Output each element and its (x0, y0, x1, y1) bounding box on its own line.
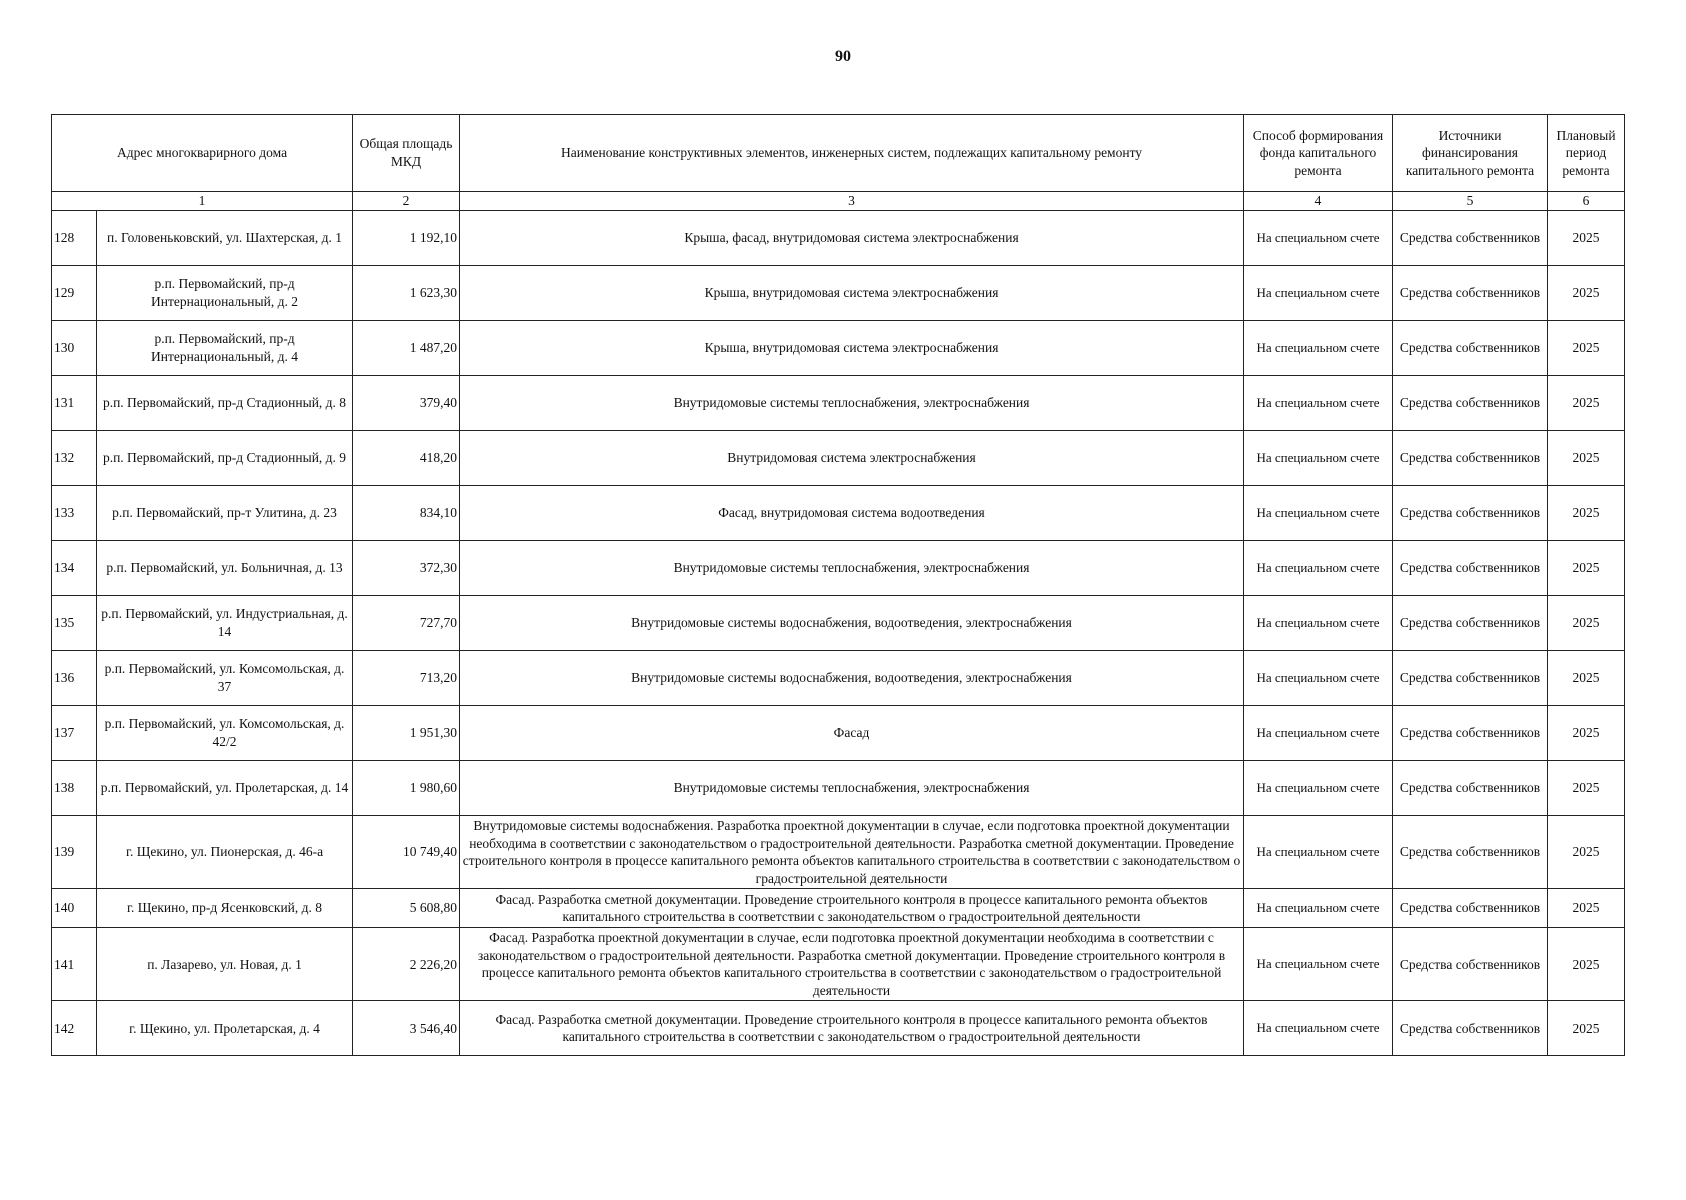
area-cell: 3 546,40 (353, 1001, 460, 1056)
source-cell: Средства собственников (1393, 889, 1548, 928)
method-cell: На специальном счете (1244, 889, 1393, 928)
header-address: Адрес многокварирного дома (52, 115, 353, 192)
method-cell: На специальном счете (1244, 541, 1393, 596)
source-cell: Средства собственников (1393, 928, 1548, 1001)
source-cell: Средства собственников (1393, 376, 1548, 431)
elements-cell: Внутридомовые системы теплоснабжения, электроснабжения (460, 541, 1244, 596)
elements-cell: Крыша, внутридомовая система электроснабжения (460, 321, 1244, 376)
header-method: Способ формирования фонда капитального ремонта (1244, 115, 1393, 192)
address-cell: р.п. Первомайский, ул. Пролетарская, д. 14 (97, 761, 353, 816)
address-cell: р.п. Первомайский, пр-д Стадионный, д. 8 (97, 376, 353, 431)
area-cell: 10 749,40 (353, 816, 460, 889)
source-cell: Средства собственников (1393, 486, 1548, 541)
elements-cell: Крыша, внутридомовая система электроснабжения (460, 266, 1244, 321)
source-cell: Средства собственников (1393, 651, 1548, 706)
row-number: 134 (52, 541, 97, 596)
column-number: 2 (353, 192, 460, 211)
source-cell: Средства собственников (1393, 706, 1548, 761)
period-cell: 2025 (1548, 1001, 1625, 1056)
source-cell: Средства собственников (1393, 596, 1548, 651)
table-row (52, 541, 1625, 596)
elements-cell: Фасад. Разработка проектной документации в случае, если подготовка проектной документации необходима в соответствии с законодательством о градостроительной деятельности. Разработка сметной документации. Проведение строительного контроля в процессе капитального ремонта объектов капитального строительства в соответствии с законодательством о градостроительной деятельности (460, 928, 1244, 1001)
area-cell: 727,70 (353, 596, 460, 651)
table-row (52, 889, 1625, 928)
row-number: 131 (52, 376, 97, 431)
elements-cell: Внутридомовые системы водоснабжения, водоотведения, электроснабжения (460, 651, 1244, 706)
elements-cell: Фасад, внутридомовая система водоотведения (460, 486, 1244, 541)
address-cell: р.п. Первомайский, пр-д Стадионный, д. 9 (97, 431, 353, 486)
area-cell: 5 608,80 (353, 889, 460, 928)
elements-cell: Внутридомовые системы водоснабжения. Разработка проектной документации в случае, если подготовка проектной документации необходима в соответствии с законодательством о градостроительной деятельности. Разработка сметной документации. Проведение строительного контроля в процессе капитального ремонта объектов капитального строительства в соответствии с законодательством о градостроительной деятельности (460, 816, 1244, 889)
row-number: 138 (52, 761, 97, 816)
table-row (52, 431, 1625, 486)
method-cell: На специальном счете (1244, 816, 1393, 889)
source-cell: Средства собственников (1393, 1001, 1548, 1056)
column-number: 1 (52, 192, 353, 211)
method-cell: На специальном счете (1244, 651, 1393, 706)
method-cell: На специальном счете (1244, 706, 1393, 761)
period-cell: 2025 (1548, 889, 1625, 928)
column-number: 4 (1244, 192, 1393, 211)
elements-cell: Фасад. Разработка сметной документации. Проведение строительного контроля в процессе капитального ремонта объектов капитального строительства в соответствии с законодательством о градостроительной деятельности (460, 1001, 1244, 1056)
table-row (52, 596, 1625, 651)
source-cell: Средства собственников (1393, 761, 1548, 816)
address-cell: р.п. Первомайский, ул. Индустриальная, д. 14 (97, 596, 353, 651)
address-cell: р.п. Первомайский, пр-д Интернациональный, д. 2 (97, 266, 353, 321)
period-cell: 2025 (1548, 431, 1625, 486)
elements-cell: Фасад (460, 706, 1244, 761)
address-cell: п. Головеньковский, ул. Шахтерская, д. 1 (97, 211, 353, 266)
table-row (52, 486, 1625, 541)
row-number: 135 (52, 596, 97, 651)
row-number: 139 (52, 816, 97, 889)
address-cell: г. Щекино, ул. Пролетарская, д. 4 (97, 1001, 353, 1056)
table-row (52, 321, 1625, 376)
period-cell: 2025 (1548, 266, 1625, 321)
row-number: 128 (52, 211, 97, 266)
elements-cell: Внутридомовая система электроснабжения (460, 431, 1244, 486)
area-cell: 1 980,60 (353, 761, 460, 816)
method-cell: На специальном счете (1244, 431, 1393, 486)
row-number: 129 (52, 266, 97, 321)
source-cell: Средства собственников (1393, 816, 1548, 889)
source-cell: Средства собственников (1393, 266, 1548, 321)
column-number: 3 (460, 192, 1244, 211)
area-cell: 2 226,20 (353, 928, 460, 1001)
address-cell: р.п. Первомайский, ул. Комсомольская, д. 42/2 (97, 706, 353, 761)
period-cell: 2025 (1548, 541, 1625, 596)
address-cell: р.п. Первомайский, пр-д Интернациональный, д. 4 (97, 321, 353, 376)
row-number: 140 (52, 889, 97, 928)
address-cell: г. Щекино, ул. Пионерская, д. 46-а (97, 816, 353, 889)
method-cell: На специальном счете (1244, 266, 1393, 321)
source-cell: Средства собственников (1393, 431, 1548, 486)
table-row (52, 211, 1625, 266)
period-cell: 2025 (1548, 761, 1625, 816)
area-cell: 713,20 (353, 651, 460, 706)
row-number: 130 (52, 321, 97, 376)
table-row (52, 816, 1625, 889)
elements-cell: Фасад. Разработка сметной документации. Проведение строительного контроля в процессе капитального ремонта объектов капитального строительства в соответствии с законодательством о градостроительной деятельности (460, 889, 1244, 928)
table-row (52, 1001, 1625, 1056)
header-elements: Наименование конструктивных элементов, инженерных систем, подлежащих капитальному ремонту (460, 115, 1244, 192)
method-cell: На специальном счете (1244, 321, 1393, 376)
page-number: 90 (835, 48, 851, 65)
address-cell: г. Щекино, пр-д Ясенковский, д. 8 (97, 889, 353, 928)
method-cell: На специальном счете (1244, 211, 1393, 266)
area-cell: 1 951,30 (353, 706, 460, 761)
period-cell: 2025 (1548, 596, 1625, 651)
column-number: 6 (1548, 192, 1625, 211)
row-number: 136 (52, 651, 97, 706)
header-source: Источники финансирования капитального ремонта (1393, 115, 1548, 192)
row-number: 133 (52, 486, 97, 541)
period-cell: 2025 (1548, 816, 1625, 889)
method-cell: На специальном счете (1244, 1001, 1393, 1056)
table-row (52, 928, 1625, 1001)
table-row (52, 651, 1625, 706)
row-number: 132 (52, 431, 97, 486)
row-number: 141 (52, 928, 97, 1001)
elements-cell: Внутридомовые системы теплоснабжения, электроснабжения (460, 376, 1244, 431)
method-cell: На специальном счете (1244, 486, 1393, 541)
table-row (52, 266, 1625, 321)
area-cell: 1 487,20 (353, 321, 460, 376)
row-number: 137 (52, 706, 97, 761)
method-cell: На специальном счете (1244, 376, 1393, 431)
address-cell: п. Лазарево, ул. Новая, д. 1 (97, 928, 353, 1001)
elements-cell: Внутридомовые системы водоснабжения, водоотведения, электроснабжения (460, 596, 1244, 651)
area-cell: 418,20 (353, 431, 460, 486)
area-cell: 1 623,30 (353, 266, 460, 321)
address-cell: р.п. Первомайский, ул. Больничная, д. 13 (97, 541, 353, 596)
header-area: Общая площадь МКД (353, 115, 460, 192)
header-period: Плановый период ремонта (1548, 115, 1625, 192)
elements-cell: Крыша, фасад, внутридомовая система электроснабжения (460, 211, 1244, 266)
source-cell: Средства собственников (1393, 321, 1548, 376)
area-cell: 379,40 (353, 376, 460, 431)
period-cell: 2025 (1548, 211, 1625, 266)
table-body (52, 211, 1625, 1056)
source-cell: Средства собственников (1393, 211, 1548, 266)
table-row (52, 376, 1625, 431)
period-cell: 2025 (1548, 321, 1625, 376)
column-number: 5 (1393, 192, 1548, 211)
table-row (52, 761, 1625, 816)
area-cell: 834,10 (353, 486, 460, 541)
source-cell: Средства собственников (1393, 541, 1548, 596)
address-cell: р.п. Первомайский, пр-т Улитина, д. 23 (97, 486, 353, 541)
method-cell: На специальном счете (1244, 761, 1393, 816)
period-cell: 2025 (1548, 376, 1625, 431)
table-header (52, 115, 1625, 211)
elements-cell: Внутридомовые системы теплоснабжения, электроснабжения (460, 761, 1244, 816)
repair-register-table (51, 114, 1625, 1056)
period-cell: 2025 (1548, 706, 1625, 761)
area-cell: 1 192,10 (353, 211, 460, 266)
row-number: 142 (52, 1001, 97, 1056)
period-cell: 2025 (1548, 486, 1625, 541)
method-cell: На специальном счете (1244, 596, 1393, 651)
method-cell: На специальном счете (1244, 928, 1393, 1001)
period-cell: 2025 (1548, 651, 1625, 706)
period-cell: 2025 (1548, 928, 1625, 1001)
area-cell: 372,30 (353, 541, 460, 596)
table-row (52, 706, 1625, 761)
address-cell: р.п. Первомайский, ул. Комсомольская, д. 37 (97, 651, 353, 706)
